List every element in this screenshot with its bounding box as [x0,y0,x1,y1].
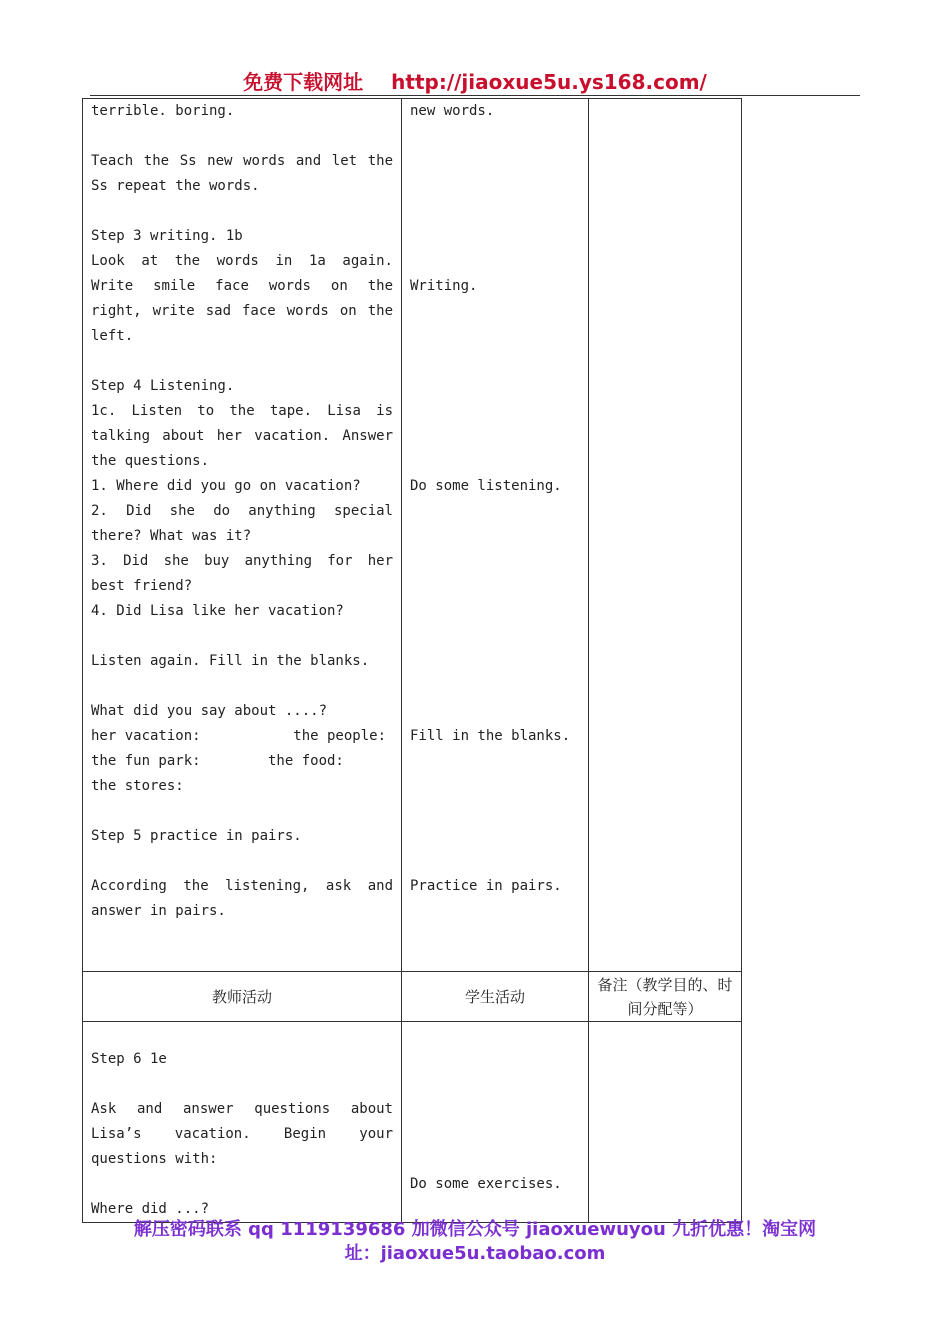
text-line: Do some exercises. [410,1176,562,1192]
text-line [410,649,580,674]
table-row [83,99,742,972]
page-header [90,66,860,95]
lesson-plan-table [82,98,742,1223]
text-line: Ss repeat the words. [91,178,260,194]
text-line [410,324,580,349]
text-line: her vacation: the people: [91,728,387,744]
text-line: the questions. [91,453,210,469]
text-line: Ask and answer questions about [91,1101,393,1117]
text-line: 2. Did she do anything special [91,503,393,519]
notes-cell [589,99,742,972]
text-line [410,824,580,849]
text-line [91,124,393,149]
teacher-activity-cell [83,99,402,972]
text-line: 1c. Listen to the tape. Lisa is [91,403,393,419]
teacher-activity-cell [83,1022,402,1223]
text-line [410,224,580,249]
text-line: the stores: [91,778,184,794]
text-line [410,699,580,724]
student-activity-cell [402,99,589,972]
text-line [410,349,580,374]
teacher-activity-header: 教师活动 [83,972,402,1022]
text-line: Lisa’s vacation. Begin your [91,1126,393,1142]
text-line [410,149,580,174]
text-line [91,1022,393,1047]
text-line [410,749,580,774]
text-line: Step 5 practice in pairs. [91,828,302,844]
header-title: 免费下载网址 [243,70,364,94]
notes-header: 备注（教学目的、时间分配等） [589,972,742,1022]
table-row [83,1022,742,1223]
text-line: Step 6 1e [91,1051,167,1067]
text-line: Listen again. Fill in the blanks. [91,653,370,669]
text-line: Write smile face words on the [91,278,393,294]
text-line: Look at the words in 1a again. [91,253,393,269]
text-line [410,1072,580,1097]
text-line: right, write sad face words on the [91,303,393,319]
text-line [410,1122,580,1147]
text-line [410,499,580,524]
text-line: According the listening, ask and [91,878,393,894]
text-line [410,199,580,224]
student-activity-header: 学生活动 [402,972,589,1022]
text-line [91,849,393,874]
teacher-activity-text [91,1022,393,1222]
table-header-row [83,972,742,1022]
header-url-link[interactable]: http://jiaoxue5u.ys168.com/ [391,70,707,94]
header-divider [90,95,860,96]
text-line: Writing. [410,278,478,294]
text-line [410,549,580,574]
text-line: answer in pairs. [91,903,226,919]
text-line [410,174,580,199]
text-line [410,524,580,549]
text-line: 3. Did she buy anything for her [91,553,393,569]
text-line: terrible. boring. [91,103,235,119]
text-line [91,624,393,649]
text-line [410,1047,580,1072]
text-line [410,374,580,399]
footer-shop-link[interactable]: 址：jiaoxue5u.taobao.com [344,1243,606,1264]
text-line: Step 4 Listening. [91,378,235,394]
student-activity-text [410,99,580,899]
text-line [410,599,580,624]
text-line: there? What was it? [91,528,252,544]
text-line [410,574,580,599]
text-line: Teach the Ss new words and let the [91,153,393,169]
text-line [410,774,580,799]
text-line [91,1172,393,1197]
text-line [410,799,580,824]
text-line [410,674,580,699]
text-line: Where did ...? [91,1201,210,1217]
text-line [410,299,580,324]
text-line [410,1097,580,1122]
text-line [410,399,580,424]
text-line: Fill in the blanks. [410,728,571,744]
text-line: 1. Where did you go on vacation? [91,478,361,494]
text-line [410,624,580,649]
text-line: new words. [410,103,495,119]
text-line [410,124,580,149]
text-line [410,249,580,274]
footer-contact-line: 解压密码联系 qq 1119139686 加微信公众号 jiaoxuewuyou 九折优惠！淘宝网 [133,1219,817,1240]
text-line [91,674,393,699]
text-line: questions with: [91,1151,218,1167]
text-line: talking about her vacation. Answer [91,428,393,444]
teacher-activity-text [91,99,393,924]
text-line: Step 3 writing. 1b [91,228,243,244]
text-line: left. [91,328,134,344]
student-activity-text [410,1022,580,1197]
text-line: best friend? [91,578,193,594]
text-line [91,199,393,224]
text-line: 4. Did Lisa like her vacation? [91,603,344,619]
text-line [410,1022,580,1047]
text-line [91,799,393,824]
text-line: Practice in pairs. [410,878,562,894]
text-line [410,849,580,874]
notes-cell [589,1022,742,1223]
text-line: the fun park: the food: [91,753,344,769]
text-line [91,1072,393,1097]
text-line [410,424,580,449]
text-line [410,449,580,474]
page-footer [80,1218,870,1266]
text-line: What did you say about ....? [91,703,328,719]
text-line: Do some listening. [410,478,562,494]
text-line [410,1147,580,1172]
text-line [91,349,393,374]
student-activity-cell [402,1022,589,1223]
